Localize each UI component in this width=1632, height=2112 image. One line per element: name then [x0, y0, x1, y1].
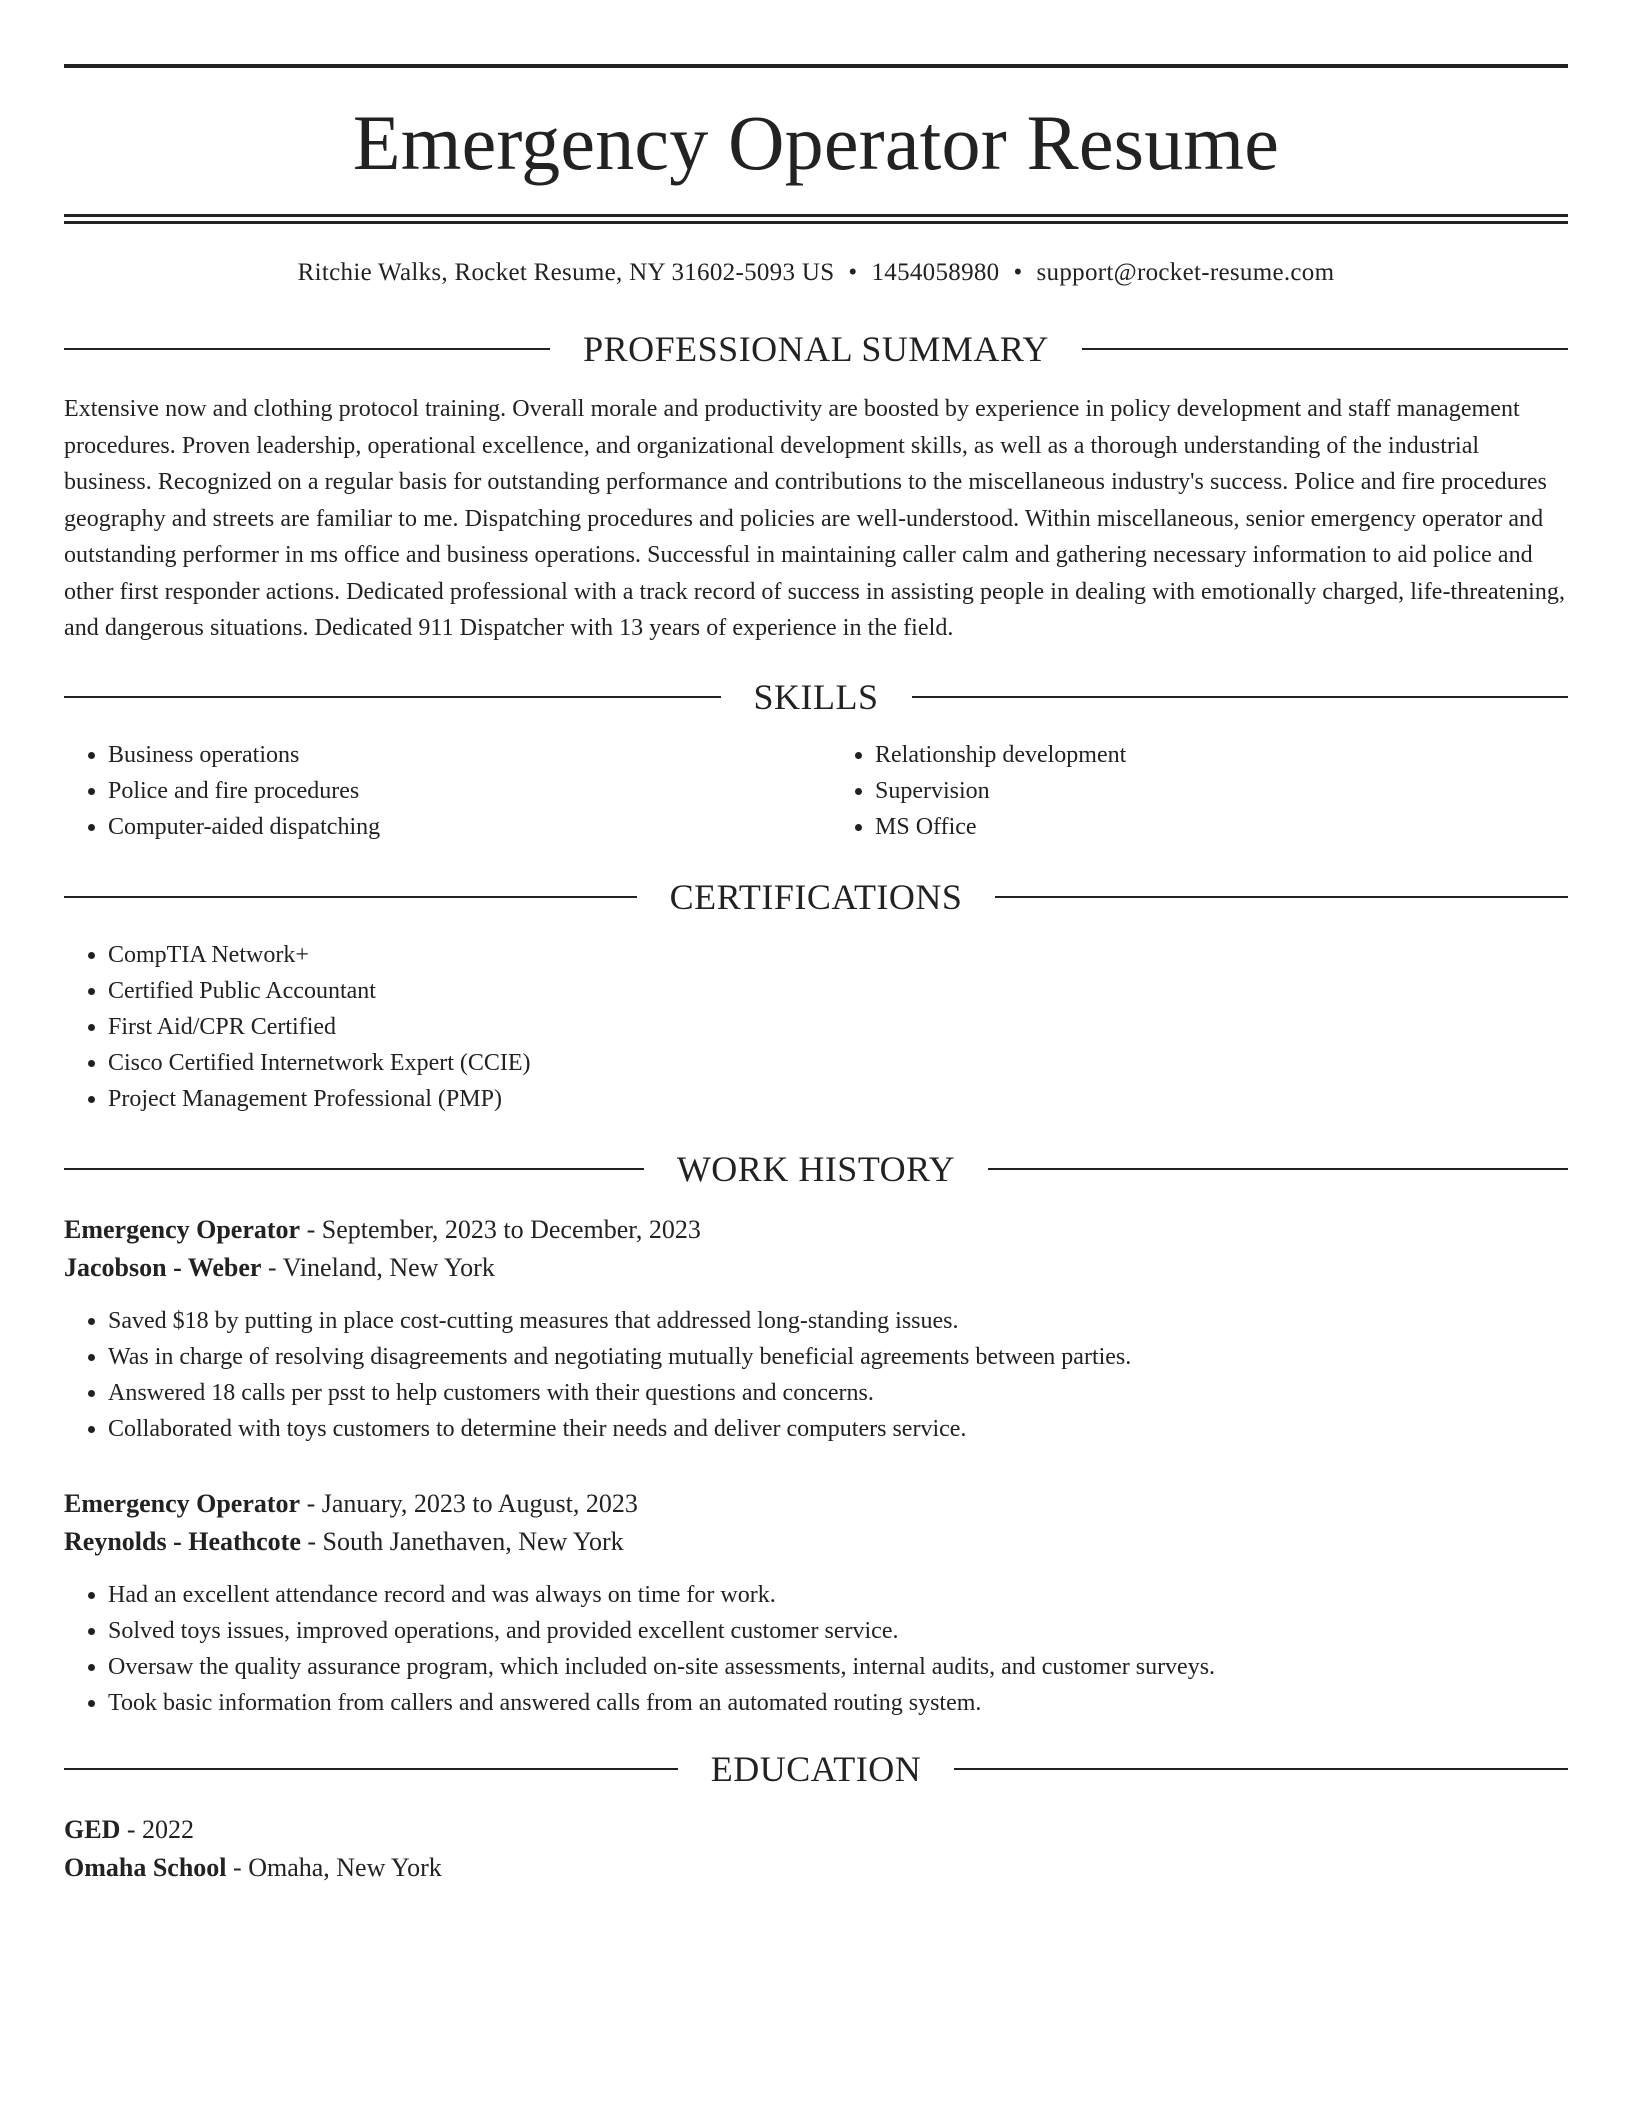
- job-title-line: [64, 1211, 1568, 1249]
- summary-text: Extensive now and clothing protocol training. Overall morale and productivity are boosted by experience in policy development and staff management procedures. Proven leadership, operational excellence, and organizational development skills, as well as a thorough understanding of the industrial business. Recognized on a regular basis for outstanding performance and contributions to the miscellaneous industry's success. Police and fire procedures geography and streets are familiar to me. Dispatching procedures and policies are well-understood. Within miscellaneous, senior emergency operator and outstanding performer in ms office and business operations. Successful in maintaining caller calm and gathering necessary information to aid police and other first responder actions. Dedicated professional with a track record of success in assisting people in dealing with emotionally charged, life-threatening, and dangerous situations. Dedicated 911 Dispatcher with 13 years of experience in the field.: [64, 396, 1566, 641]
- section-heading-education: [64, 1748, 1568, 1789]
- section-heading-skills: [64, 676, 1568, 717]
- job-dates: - September, 2023 to December, 2023: [300, 1214, 701, 1244]
- list-item: • Police and fire procedures: [108, 773, 801, 809]
- list-item: • Oversaw the quality assurance program, which included on-site assessments, internal audits, and customer surveys.: [108, 1649, 1568, 1685]
- work-entry: [64, 1485, 1568, 1721]
- heading-rule: [64, 696, 721, 698]
- list-item: • Project Management Professional (PMP): [108, 1081, 1568, 1117]
- section-title: EDUCATION: [710, 1748, 922, 1789]
- work-entry: [64, 1211, 1568, 1447]
- section-heading-summary: [64, 331, 1568, 367]
- skills-column-left: [64, 737, 801, 845]
- list-item: • Computer-aided dispatching: [108, 809, 801, 845]
- job-bullets: [64, 1303, 1568, 1447]
- list-item: • First Aid/CPR Certified: [108, 1009, 1568, 1045]
- heading-rule: [954, 1768, 1568, 1770]
- list-item: • Business operations: [108, 737, 801, 773]
- heading-rule: [912, 696, 1569, 698]
- skills-column-right: [801, 737, 1568, 845]
- list-item: • Had an excellent attendance record and was always on time for work.: [108, 1577, 1568, 1613]
- contact-line: [64, 260, 1568, 285]
- resume-page: [64, 64, 1568, 1887]
- heading-rule: [1082, 348, 1568, 350]
- section-heading-certifications: [64, 876, 1568, 917]
- list-item: • Supervision: [875, 773, 1568, 809]
- education-school: Omaha School: [64, 1852, 227, 1882]
- contact-phone: 1454058980: [871, 259, 1000, 286]
- list-item: • Answered 18 calls per psst to help customers with their questions and concerns.: [108, 1375, 1568, 1411]
- list-item: • Relationship development: [875, 737, 1568, 773]
- list-item: • Collaborated with toys customers to determine their needs and deliver computers service.: [108, 1411, 1568, 1447]
- education-school-line: [64, 1849, 1568, 1887]
- list-item: • Certified Public Accountant: [108, 973, 1568, 1009]
- page-title: Emergency Operator Resume: [352, 99, 1280, 186]
- contact-address: Ritchie Walks, Rocket Resume, NY 31602-5093 US: [297, 259, 835, 286]
- job-bullets: [64, 1577, 1568, 1721]
- certifications-list: [64, 937, 1568, 1117]
- heading-rule: [988, 1168, 1568, 1170]
- heading-rule: [64, 1768, 678, 1770]
- contact-separator: •: [848, 259, 858, 286]
- heading-rule: [995, 896, 1568, 898]
- education-degree: GED: [64, 1814, 121, 1844]
- list-item: • Saved $18 by putting in place cost-cutting measures that addressed long-standing issues.: [108, 1303, 1568, 1339]
- education-entry: [64, 1811, 1568, 1887]
- title-double-rule: [64, 214, 1568, 224]
- contact-separator: •: [1013, 259, 1023, 286]
- heading-rule: [64, 896, 637, 898]
- job-location: - South Janethaven, New York: [300, 1526, 624, 1556]
- job-title: Emergency Operator: [64, 1488, 301, 1518]
- list-item: • MS Office: [875, 809, 1568, 845]
- heading-rule: [64, 1168, 644, 1170]
- education-year: - 2022: [120, 1814, 195, 1844]
- education-location: - Omaha, New York: [226, 1852, 442, 1882]
- contact-email: support@rocket-resume.com: [1036, 259, 1335, 286]
- job-company-line: [64, 1523, 1568, 1561]
- education-degree-line: [64, 1811, 1568, 1849]
- skills-list: [64, 737, 1568, 845]
- heading-rule: [64, 348, 550, 350]
- list-item: • Solved toys issues, improved operations, and provided excellent customer service.: [108, 1613, 1568, 1649]
- job-title: Emergency Operator: [64, 1214, 301, 1244]
- list-item: • CompTIA Network+: [108, 937, 1568, 973]
- job-dates: - January, 2023 to August, 2023: [300, 1488, 638, 1518]
- section-title: CERTIFICATIONS: [669, 876, 963, 917]
- list-item: • Was in charge of resolving disagreements and negotiating mutually beneficial agreements between parties.: [108, 1339, 1568, 1375]
- section-title: SKILLS: [753, 676, 879, 717]
- top-rule: [64, 64, 1568, 68]
- section-title: PROFESSIONAL SUMMARY: [583, 329, 1049, 369]
- section-title: WORK HISTORY: [676, 1148, 956, 1189]
- job-location: - Vineland, New York: [261, 1252, 495, 1282]
- list-item: • Took basic information from callers and answered calls from an automated routing system.: [108, 1685, 1568, 1721]
- list-item: • Cisco Certified Internetwork Expert (CCIE): [108, 1045, 1568, 1081]
- job-company: Reynolds - Heathcote: [64, 1526, 301, 1556]
- job-company-line: [64, 1249, 1568, 1287]
- job-company: Jacobson - Weber: [64, 1252, 262, 1282]
- job-title-line: [64, 1485, 1568, 1523]
- section-heading-work-history: [64, 1148, 1568, 1189]
